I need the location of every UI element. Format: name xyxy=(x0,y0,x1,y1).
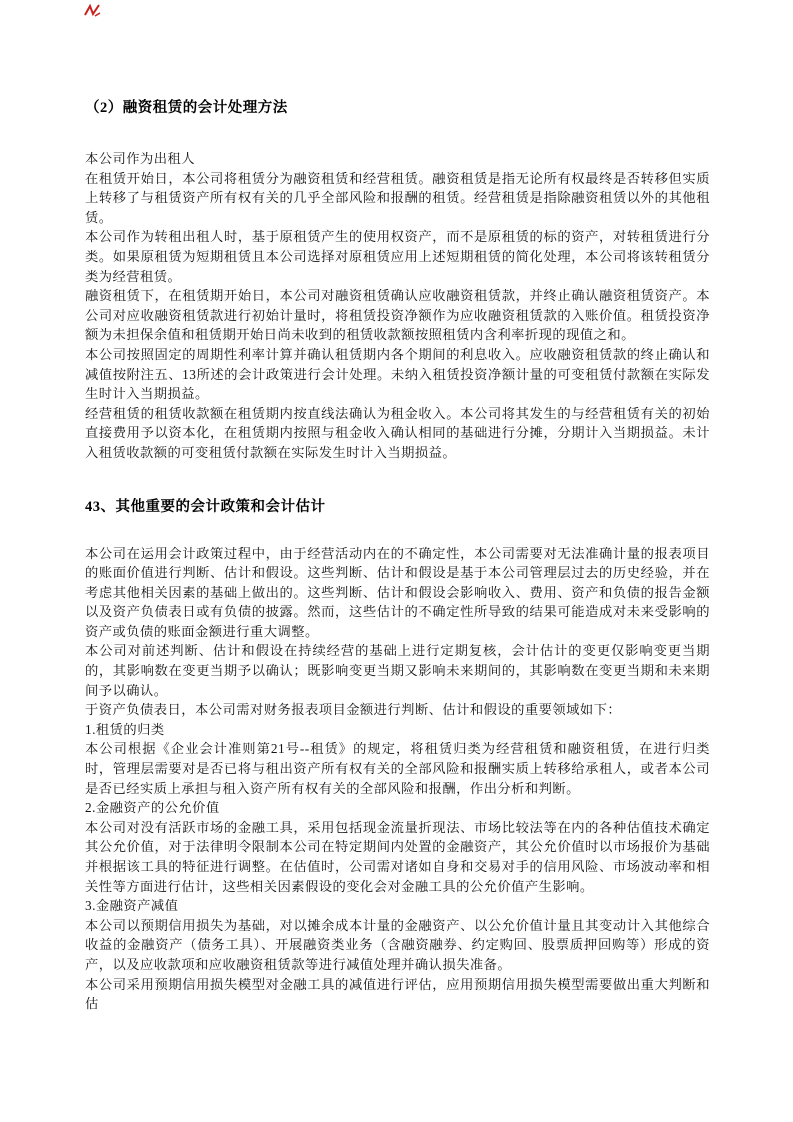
paragraph: 本公司在运用会计政策过程中，由于经营活动内在的不确定性，本公司需要对无法准确计量的报表项目的账面价值进行判断、估计和假设。这些判断、估计和假设是基于本公司管理层过去的历史经验，并在考虑其他相关因素的基础上做出的。这些判断、估计和假设会影响收入、费用、资产和负债的报告金额以及资产负债表日或有负债的披露。然而，这些估计的不确定性所导致的结果可能造成对未来受影响的资产或负债的账面金额进行重大调整。 xyxy=(85,545,710,639)
paragraph: 经营租赁的租赁收款额在租赁期内按直线法确认为租金收入。本公司将其发生的与经营租赁有关的初始直接费用予以资本化，在租赁期内按照与租金收入确认相同的基础进行分摊，分期计入当期损益。未计入租赁收款额的可变租赁付款额在实际发生时计入当期损益。 xyxy=(85,405,710,460)
paragraph: 本公司作为出租人 xyxy=(85,151,195,166)
red-seal-mark xyxy=(84,4,101,18)
paragraph: 本公司对前述判断、估计和假设在持续经营的基础上进行定期复核，会计估计的变更仅影响变更当期的，其影响数在变更当期予以确认；既影响变更当期又影响未来期间的，其影响数在变更当期和未来期间予以确认。 xyxy=(85,643,710,698)
paragraph: 本公司按照固定的周期性利率计算并确认租赁期内各个期间的利息收入。应收融资租赁款的终止确认和减值按附注五、13所述的会计政策进行会计处理。未纳入租赁投资净额计量的可变租赁付款额在实际发生时计入当期损益。 xyxy=(85,346,710,402)
section-heading-other-policies: 43、其他重要的会计政策和会计估计 xyxy=(85,498,326,515)
list-item-heading: 2.金融资产的公允价值 xyxy=(85,800,220,816)
paragraph: 在租赁开始日，本公司将租赁分为融资租赁和经营租赁。融资租赁是指无论所有权最终是否转移但实质上转移了与租赁资产所有权有关的几乎全部风险和报酬的租赁。经营租赁是指除融资租赁以外的其他租赁。 xyxy=(85,170,710,225)
paragraph: 于资产负债表日，本公司需对财务报表项目金额进行判断、估计和假设的重要领域如下： xyxy=(85,702,622,718)
section-heading-finance-lease: （2）融资租赁的会计处理方法 xyxy=(85,100,288,116)
paragraph: 本公司作为转租出租人时，基于原租赁产生的使用权资产，而不是原租赁的标的资产，对转租赁进行分类。如果原租赁为短期租赁且本公司选择对原租赁应用上述短期租赁的简化处理，本公司将该转租赁分类为经营租赁。 xyxy=(85,229,710,284)
paragraph: 本公司对没有活跃市场的金融工具，采用包括现金流量折现法、市场比较法等在内的各种估值技术确定其公允价值，对于法律明令限制本公司在特定期间内处置的金融资产，其公允价值时以市场报价为基础并根据该工具的特征进行调整。在估值时，公司需对诸如自身和交易对手的信用风险、市场波动率和相关性等方面进行估计，这些相关因素假设的变化会对金融工具的公允价值产生影响。 xyxy=(85,819,710,894)
paragraph: 本公司采用预期信用损失模型对金融工具的减值进行评估，应用预期信用损失模型需要做出重大判断和估 xyxy=(85,976,710,1012)
paragraph: 本公司以预期信用损失为基础，对以摊余成本计量的金融资产、以公允价值计量且其变动计入其他综合收益的金融资产（债务工具）、开展融资类业务（含融资融券、约定购回、股票质押回购等）形成的资产，以及应收款项和应收融资租赁款等进行减值处理并确认损失准备。 xyxy=(85,917,710,972)
list-item-heading: 1.租赁的归类 xyxy=(85,721,165,737)
paragraph: 融资租赁下，在租赁期开始日，本公司对融资租赁确认应收融资租赁款，并终止确认融资租赁资产。本公司对应收融资租赁款进行初始计量时，将租赁投资净额作为应收融资租赁款的入账价值。租赁投资净额为未担保余值和租赁期开始日尚未收到的租赁收款额按照租赁内含利率折现的现值之和。 xyxy=(85,288,710,343)
list-item-heading: 3.金融资产减值 xyxy=(85,898,179,914)
paragraph: 本公司根据《企业会计准则第21号--租赁》的规定，将租赁归类为经营租赁和融资租赁，在进行归类时，管理层需要对是否已将与租出资产所有权有关的全部风险和报酬实质上转移给承租人，或者本公司是否已经实质上承担与租入资产所有权有关的全部风险和报酬，作出分析和判断。 xyxy=(85,741,710,796)
